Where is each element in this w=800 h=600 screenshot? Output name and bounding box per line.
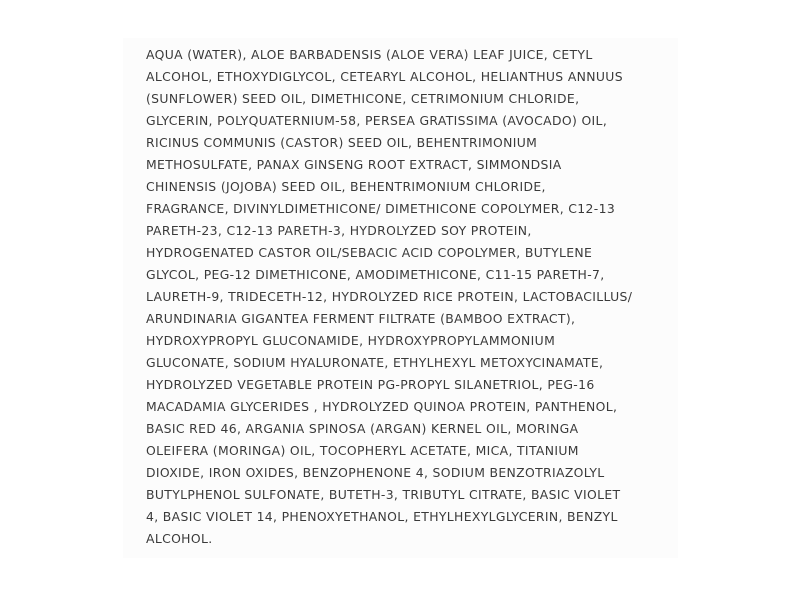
ingredients-line: PARETH-23, C12-13 PARETH-3, HYDROLYZED SOY PROTEIN,	[146, 223, 532, 238]
ingredients-line: GLYCOL, PEG-12 DIMETHICONE, AMODIMETHICONE, C11-15 PARETH-7,	[146, 267, 605, 282]
ingredients-line: HYDROGENATED CASTOR OIL/SEBACIC ACID COPOLYMER, BUTYLENE	[146, 245, 593, 260]
ingredients-line: HYDROLYZED VEGETABLE PROTEIN PG-PROPYL SILANETRIOL, PEG-16	[146, 377, 595, 392]
ingredients-line: MACADAMIA GLYCERIDES , HYDROLYZED QUINOA PROTEIN, PANTHENOL,	[146, 399, 618, 414]
ingredients-line: ARUNDINARIA GIGANTEA FERMENT FILTRATE (BAMBOO EXTRACT),	[146, 311, 576, 326]
ingredients-line: BUTYLPHENOL SULFONATE, BUTETH-3, TRIBUTYL CITRATE, BASIC VIOLET	[146, 487, 621, 502]
ingredients-line: (SUNFLOWER) SEED OIL, DIMETHICONE, CETRIMONIUM CHLORIDE,	[146, 91, 580, 106]
ingredients-line: RICINUS COMMUNIS (CASTOR) SEED OIL, BEHENTRIMONIUM	[146, 135, 538, 150]
ingredients-line: GLYCERIN, POLYQUATERNIUM-58, PERSEA GRATISSIMA (AVOCADO) OIL,	[146, 113, 608, 128]
ingredients-text	[146, 44, 666, 550]
ingredients-line: FRAGRANCE, DIVINYLDIMETHICONE/ DIMETHICONE COPOLYMER, C12-13	[146, 201, 616, 216]
ingredients-line: OLEIFERA (MORINGA) OIL, TOCOPHERYL ACETATE, MICA, TITANIUM	[146, 443, 579, 458]
ingredients-line: GLUCONATE, SODIUM HYALURONATE, ETHYLHEXYL METOXYCINAMATE,	[146, 355, 604, 370]
ingredients-line: LAURETH-9, TRIDECETH-12, HYDROLYZED RICE PROTEIN, LACTOBACILLUS/	[146, 289, 633, 304]
ingredients-line: HYDROXYPROPYL GLUCONAMIDE, HYDROXYPROPYLAMMONIUM	[146, 333, 556, 348]
ingredients-line: AQUA (WATER), ALOE BARBADENSIS (ALOE VERA) LEAF JUICE, CETYL	[146, 47, 593, 62]
ingredients-line: ALCOHOL, ETHOXYDIGLYCOL, CETEARYL ALCOHOL, HELIANTHUS ANNUUS	[146, 69, 623, 84]
ingredients-line: ALCOHOL.	[146, 531, 213, 546]
ingredients-line: METHOSULFATE, PANAX GINSENG ROOT EXTRACT, SIMMONDSIA	[146, 157, 562, 172]
ingredients-line: CHINENSIS (JOJOBA) SEED OIL, BEHENTRIMONIUM CHLORIDE,	[146, 179, 546, 194]
ingredients-line: DIOXIDE, IRON OXIDES, BENZOPHENONE 4, SODIUM BENZOTRIAZOLYL	[146, 465, 605, 480]
ingredients-line: 4, BASIC VIOLET 14, PHENOXYETHANOL, ETHYLHEXYLGLYCERIN, BENZYL	[146, 509, 618, 524]
ingredients-line: BASIC RED 46, ARGANIA SPINOSA (ARGAN) KERNEL OIL, MORINGA	[146, 421, 579, 436]
